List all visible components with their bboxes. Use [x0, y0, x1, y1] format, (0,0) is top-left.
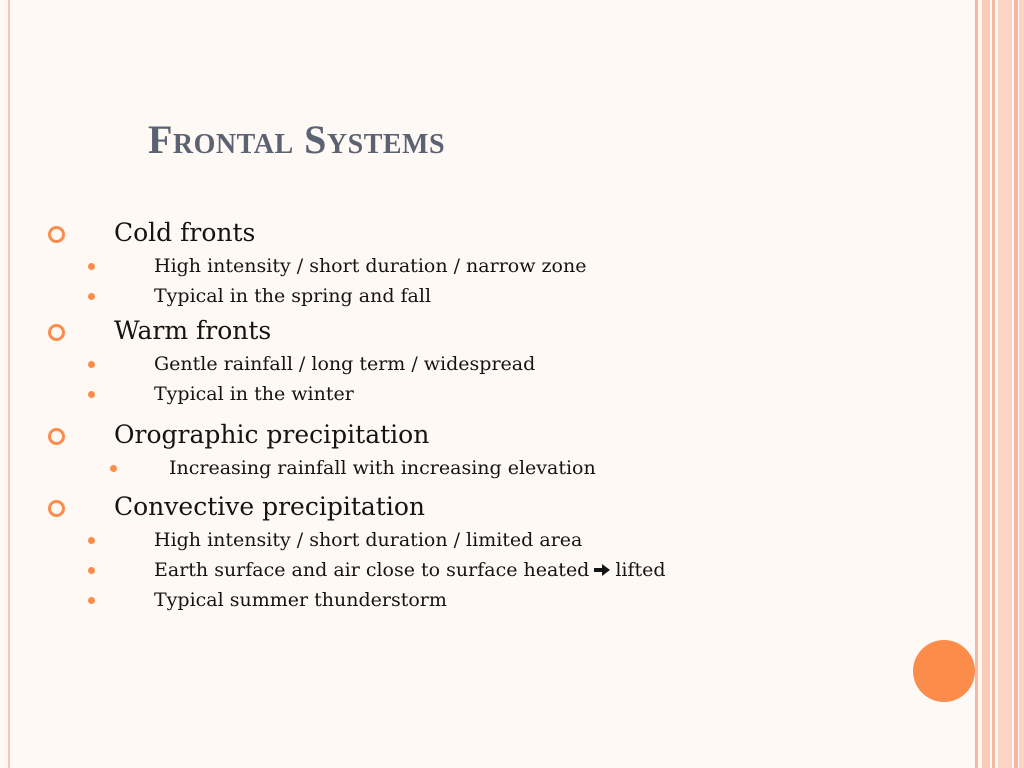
arrow-suffix-text: lifted: [615, 559, 666, 581]
dot-bullet-icon: [88, 391, 95, 398]
bullet-list: [0, 216, 960, 618]
bullet-label: Cold fronts: [114, 218, 256, 247]
ring-bullet-icon: [48, 500, 65, 517]
dot-bullet-icon: [88, 567, 95, 574]
sub-bullet-item: [0, 382, 960, 412]
decorative-stripe: [975, 0, 978, 768]
ring-bullet-icon: [48, 226, 65, 243]
decorative-stripe: [998, 0, 1012, 768]
right-arrow-icon: [593, 562, 611, 578]
dot-bullet-icon: [88, 597, 95, 604]
sub-bullet-text: [154, 559, 666, 581]
sub-bullet-text: Typical summer thunderstorm: [154, 589, 447, 611]
sub-bullet-item: [0, 254, 960, 284]
bullet-item: [0, 218, 960, 254]
dot-bullet-icon: [88, 263, 95, 270]
decorative-stripe: [1019, 0, 1024, 768]
dot-bullet-icon: [110, 465, 117, 472]
decorative-stripe: [982, 0, 990, 768]
sub-bullet-text: Typical in the spring and fall: [154, 285, 432, 307]
bullet-item: [0, 492, 960, 528]
bullet-label: Orographic precipitation: [114, 420, 430, 449]
bullet-label: Convective precipitation: [114, 492, 425, 521]
sub-bullet-text: Increasing rainfall with increasing elevation: [169, 457, 596, 479]
sub-bullet-item: [0, 558, 960, 588]
sub-bullet-item: [0, 528, 960, 558]
ring-bullet-icon: [48, 428, 65, 445]
sub-bullet-text: Gentle rainfall / long term / widespread: [154, 353, 536, 375]
bullet-item: [0, 316, 960, 352]
sub-bullet-item: [0, 284, 960, 314]
dot-bullet-icon: [88, 537, 95, 544]
decorative-stripe: [1014, 0, 1018, 768]
bullet-label: Warm fronts: [114, 316, 272, 345]
sub-bullet-item: [0, 588, 960, 618]
dot-bullet-icon: [88, 361, 95, 368]
decorative-orange-circle: [913, 640, 975, 702]
dot-bullet-icon: [88, 293, 95, 300]
sub-bullet-text: High intensity / short duration / narrow zone: [154, 255, 587, 277]
sub-bullet-text: Typical in the winter: [154, 383, 354, 405]
ring-bullet-icon: [48, 324, 65, 341]
sub-bullet-text-main: Earth surface and air close to surface heated: [154, 559, 590, 581]
decorative-stripe: [992, 0, 995, 768]
sub-bullet-item: [0, 352, 960, 382]
sub-bullet-text: High intensity / short duration / limited area: [154, 529, 583, 551]
sub-bullet-item: [0, 456, 960, 486]
slide-title: Frontal Systems: [148, 117, 446, 162]
bullet-item: [0, 420, 960, 456]
